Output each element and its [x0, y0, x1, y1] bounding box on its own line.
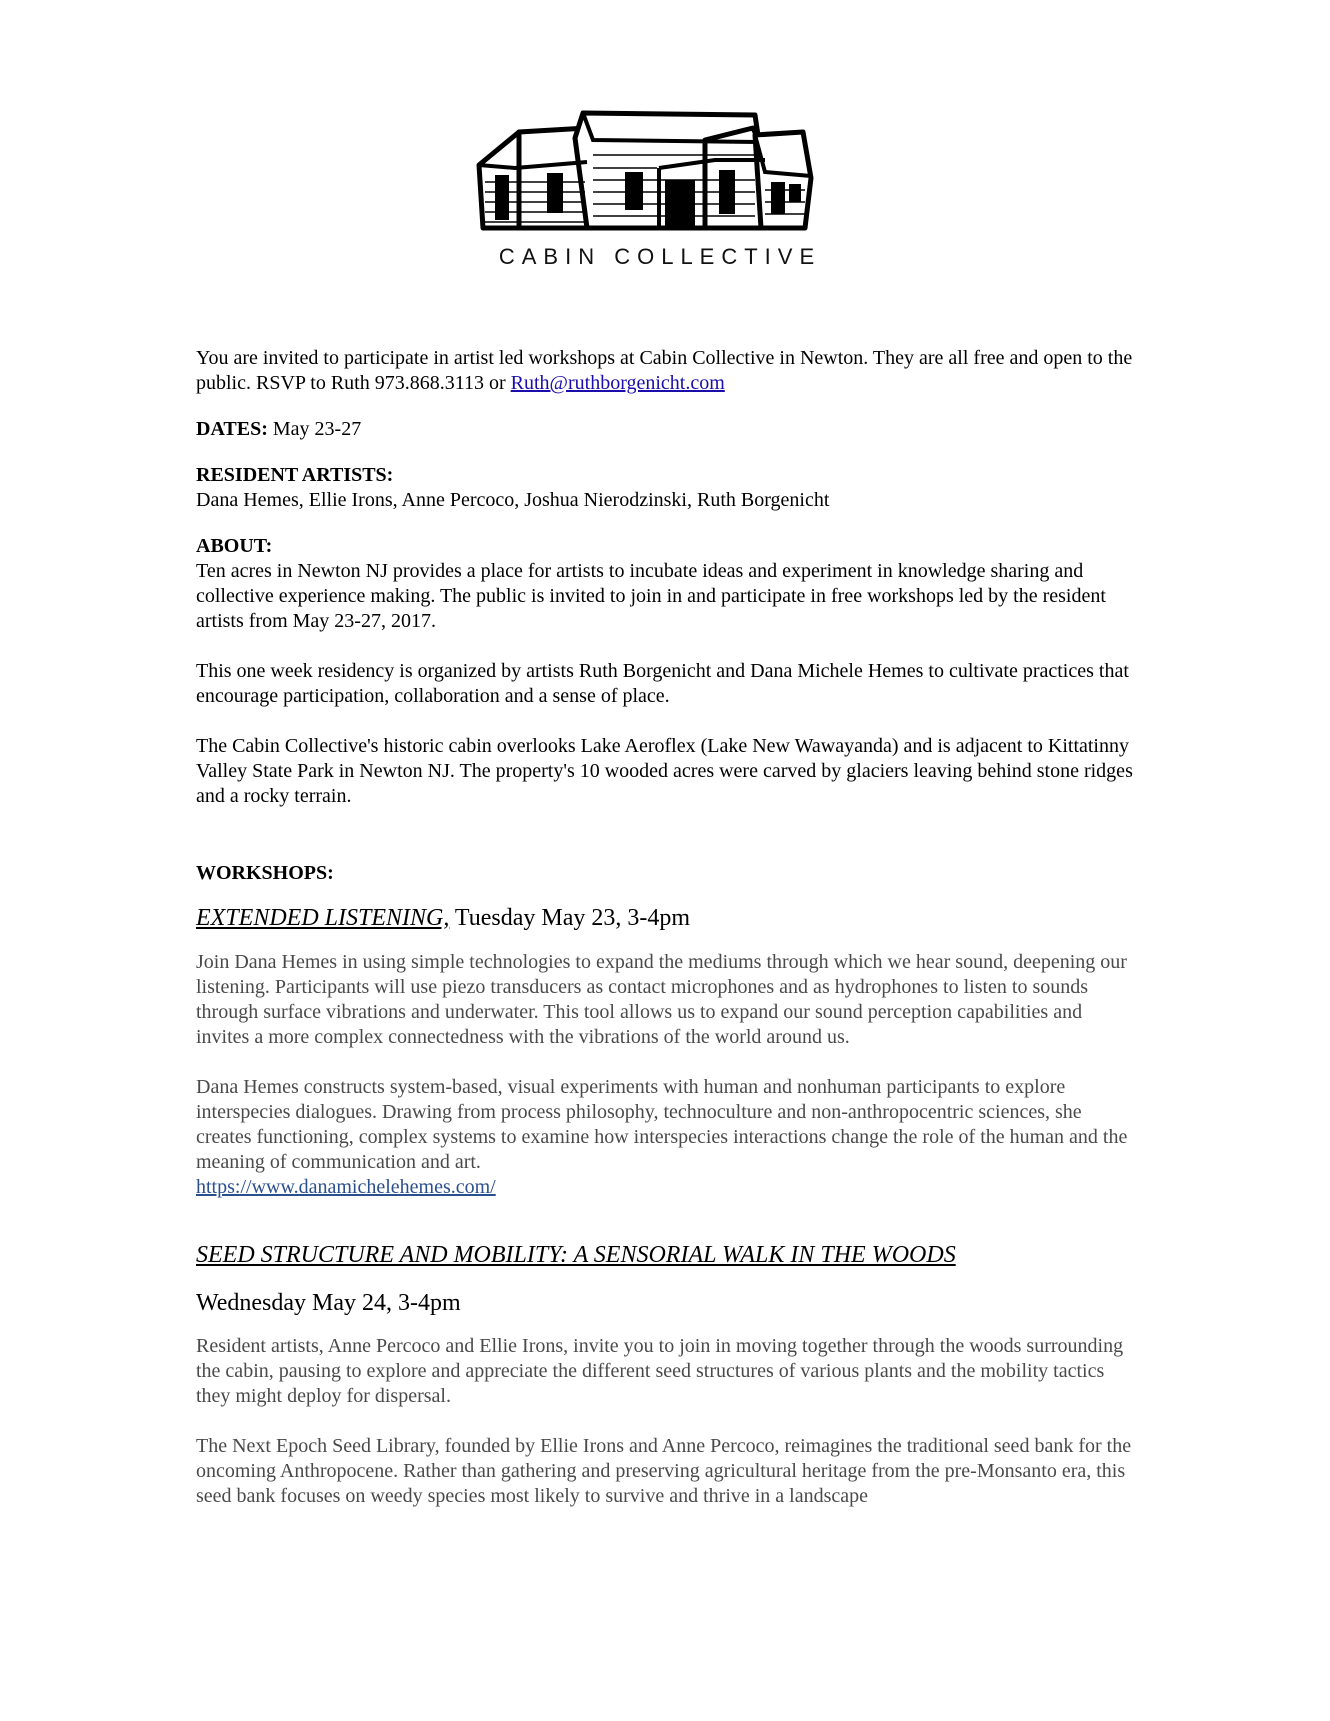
residents-label: RESIDENT ARTISTS:	[196, 464, 394, 486]
workshop-1-when: Tuesday May 23, 3-4pm	[449, 905, 691, 931]
intro-text: You are invited to participate in artist led workshops at Cabin Collective in Newton. They are all free and open to the public. RSVP to Ruth 973.868.3113 or	[196, 347, 1133, 394]
workshop-2-when: Wednesday May 24, 3-4pm	[196, 1290, 461, 1316]
workshop-1-description: Join Dana Hemes in using simple technologies to expand the mediums through which we hear sound, deepening our listening. Participants will use piezo transducers as contact microphones and as hydrophones to listen to sounds through surface vibrations and underwater. This tool allows us to expand our sound perception capabilities and invites a more complex connectedness with the vibrations of the world around us.	[196, 951, 1127, 1048]
workshop-2-title: SEED STRUCTURE AND MOBILITY: A SENSORIAL WALK IN THE WOODS	[196, 1242, 956, 1268]
about-paragraph-2: This one week residency is organized by artists Ruth Borgenicht and Dana Michele Hemes to cultivate practices that encourage participation, collaboration and a sense of place.	[196, 660, 1129, 707]
document-body	[196, 346, 1136, 1509]
dates-value: May 23-27	[267, 418, 362, 440]
rsvp-email-link[interactable]: Ruth@ruthborgenicht.com	[510, 372, 725, 394]
dates-label: DATES:	[196, 418, 268, 440]
about-label: ABOUT:	[196, 535, 273, 557]
workshop-2-heading	[196, 1240, 1136, 1270]
cabin-collective-logo	[475, 110, 845, 280]
dates-line	[196, 417, 1136, 442]
residents-names: Dana Hemes, Ellie Irons, Anne Percoco, Joshua Nierodzinski, Ruth Borgenicht	[196, 489, 830, 511]
cabin-house-icon	[475, 110, 845, 240]
logo-wordmark: CABIN COLLECTIVE	[498, 244, 822, 269]
workshops-label: WORKSHOPS:	[196, 862, 334, 884]
workshop-1-link-line	[196, 1175, 1136, 1200]
workshop-1-heading	[196, 903, 1136, 933]
about-paragraph-3: The Cabin Collective's historic cabin overlooks Lake Aeroflex (Lake New Wawayanda) and is adjacent to Kittatinny Valley State Park in Newton NJ. The property's 10 wooded acres were carved by glaciers leaving behind stone ridges and a rocky terrain.	[196, 735, 1133, 807]
workshop-1-title: EXTENDED LISTENING,	[196, 905, 450, 931]
danamichelehemes-link[interactable]: https://www.danamichelehemes.com/	[196, 1176, 496, 1198]
about-paragraph-1: Ten acres in Newton NJ provides a place for artists to incubate ideas and experiment in knowledge sharing and collective experience making. The public is invited to join in and participate in free workshops led by the resident artists from May 23-27, 2017.	[196, 560, 1106, 632]
intro-paragraph	[196, 346, 1136, 396]
workshop-2-bio: The Next Epoch Seed Library, founded by Ellie Irons and Anne Percoco, reimagines the traditional seed bank for the oncoming Anthropocene. Rather than gathering and preserving agricultural heritage from the pre-Monsanto era, this seed bank focuses on weedy species most likely to survive and thrive in a landscape	[196, 1435, 1132, 1507]
workshop-1-bio: Dana Hemes constructs system-based, visual experiments with human and nonhuman participants to explore interspecies dialogues. Drawing from process philosophy, technoculture and non-anthropocentric sciences, she creates functioning, complex systems to examine how interspecies interactions change the role of the human and the meaning of communication and art.	[196, 1076, 1128, 1173]
workshop-2-description: Resident artists, Anne Percoco and Ellie Irons, invite you to join in moving together through the woods surrounding the cabin, pausing to explore and appreciate the different seed structures of various plants and the mobility tactics they might deploy for dispersal.	[196, 1335, 1124, 1407]
